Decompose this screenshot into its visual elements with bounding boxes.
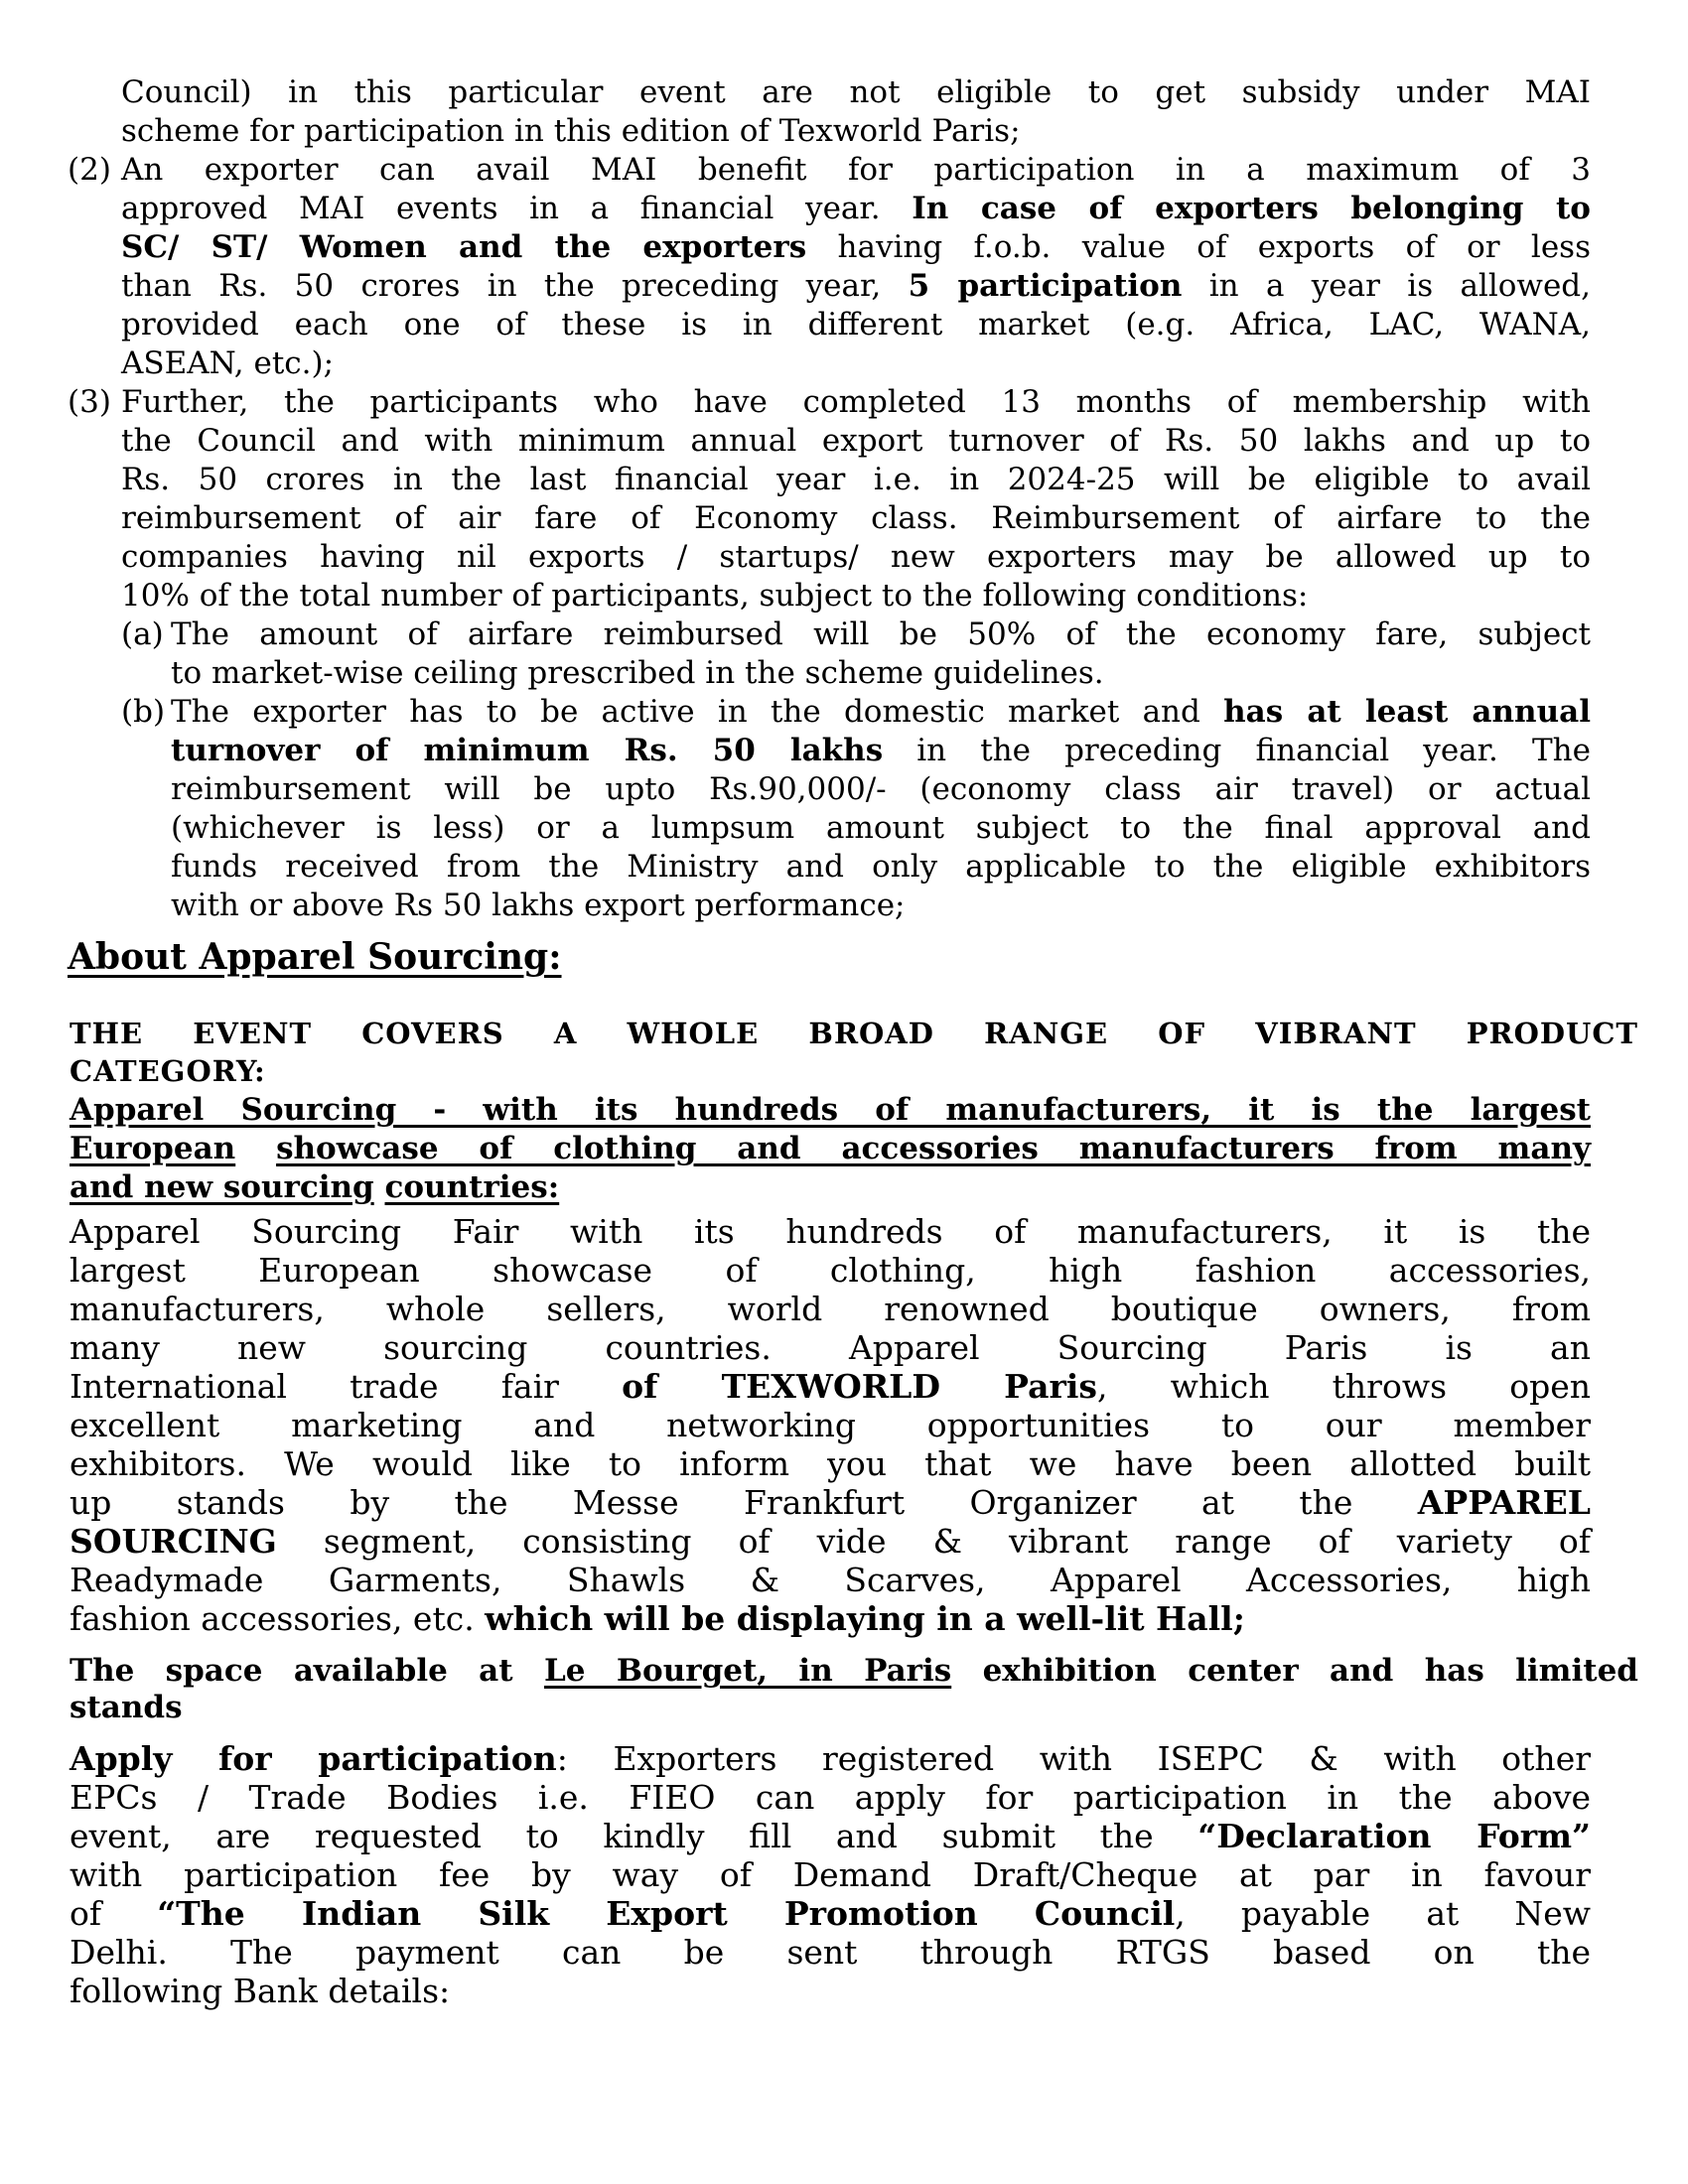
underlined-text: Le Bourget, in Paris — [543, 1653, 952, 1689]
text-line: exhibitors. We would like to inform you that we have been allotted built — [70, 1444, 1591, 1483]
underlined-subheading: Apparel Sourcing - with its hundreds of manufacturers, it is the largest — [70, 1092, 1591, 1128]
section-heading: About Apparel Sourcing: — [68, 936, 562, 978]
underlined-text: and new sourcing — [70, 1169, 374, 1205]
text-line: reimbursement of air fare of Economy class. Reimbursement of airfare to the — [121, 500, 1591, 536]
text-span: , which throws open — [1096, 1367, 1591, 1406]
bold-text: “The Indian Silk Export Promotion Council — [157, 1894, 1176, 1933]
text-line: excellent marketing and networking opportunities to our member — [70, 1406, 1591, 1444]
text-span: in the preceding financial year. The — [883, 733, 1591, 768]
bold-text: 5 participation — [908, 268, 1183, 304]
text-span: event, are requested to kindly fill and submit the — [70, 1817, 1198, 1855]
text-line: reimbursement will be upto Rs.90,000/- (economy class air travel) or actual — [171, 771, 1591, 807]
text-line: The amount of airfare reimbursed will be 50% of the economy fare, subject — [171, 616, 1591, 652]
text-line — [70, 1483, 1591, 1522]
text-line: stands — [70, 1690, 183, 1725]
text-line: Delhi. The payment can be sent through RTGS based on the — [70, 1933, 1591, 1972]
underlined-subheading — [70, 1168, 1591, 1206]
text-line — [70, 1367, 1591, 1406]
text-line: Readymade Garments, Shawls & Scarves, Apparel Accessories, high — [70, 1561, 1591, 1599]
text-line — [70, 1522, 1591, 1561]
bold-text: Apply for participation — [70, 1739, 557, 1778]
bold-text: of TEXWORLD Paris — [622, 1367, 1097, 1406]
underlined-text: showcase of clothing and accessories manufacturers from many — [276, 1131, 1591, 1166]
text-line: Rs. 50 crores in the last financial year i.e. in 2024-25 will be eligible to avail — [121, 462, 1591, 497]
text-line — [70, 1739, 1591, 1778]
text-span: , payable at New — [1175, 1894, 1591, 1933]
bold-text: In case of exporters belonging to — [912, 191, 1591, 226]
text-line: many new sourcing countries. Apparel Sourcing Paris is an — [70, 1328, 1591, 1367]
text-line — [70, 1652, 1638, 1690]
text-line — [70, 1817, 1591, 1855]
text-line: scheme for participation in this edition of Texworld Paris; — [121, 113, 1021, 149]
text-line: with or above Rs 50 lakhs export performance; — [171, 887, 906, 923]
text-span: International trade fair — [70, 1367, 623, 1406]
text-line: to market-wise ceiling prescribed in the scheme guidelines. — [171, 655, 1104, 691]
text-span: The exporter has to be active in the domestic market and — [171, 694, 1224, 730]
bold-text: “Declaration Form” — [1197, 1817, 1592, 1855]
bold-text: which will be displaying in a well-lit Hall; — [485, 1599, 1245, 1638]
underlined-text: European — [70, 1131, 236, 1166]
text-span: in a year is allowed, — [1182, 268, 1591, 304]
caps-heading-line: CATEGORY: — [70, 1054, 266, 1088]
text-line — [121, 190, 1591, 227]
text-line — [171, 693, 1591, 731]
text-line: Council) in this particular event are not eligible to get subsidy under MAI — [121, 74, 1591, 110]
bold-text: SC/ ST/ Women and the exporters — [121, 229, 807, 265]
text-line: funds received from the Ministry and only applicable to the eligible exhibitors — [171, 849, 1591, 885]
text-span: fashion accessories, etc. — [70, 1599, 486, 1638]
text-line: ASEAN, etc.); — [121, 345, 335, 381]
text-span: approved MAI events in a financial year. — [121, 191, 913, 226]
text-line: Apparel Sourcing Fair with its hundreds of manufacturers, it is the — [70, 1212, 1591, 1251]
text-line: An exporter can avail MAI benefit for participation in a maximum of 3 — [121, 152, 1591, 188]
text-line: EPCs / Trade Bodies i.e. FIEO can apply for participation in the above — [70, 1778, 1591, 1817]
underlined-text: countries: — [384, 1169, 560, 1205]
text-span: than Rs. 50 crores in the preceding year, — [121, 268, 909, 304]
bold-text: SOURCING — [70, 1522, 277, 1561]
text-line — [121, 267, 1591, 305]
bold-text: has at least annual — [1223, 694, 1591, 730]
text-span: of — [70, 1894, 158, 1933]
list-marker: (3) — [68, 384, 111, 420]
text-line — [70, 1894, 1591, 1933]
text-line: (whichever is less) or a lumpsum amount subject to the final approval and — [171, 810, 1591, 846]
text-line: the Council and with minimum annual export turnover of Rs. 50 lakhs and up to — [121, 423, 1591, 459]
text-line: manufacturers, whole sellers, world renowned boutique owners, from — [70, 1290, 1591, 1328]
list-marker: (b) — [121, 694, 166, 730]
text-span: segment, consisting of vide & vibrant range of variety of — [276, 1522, 1591, 1561]
text-line: largest European showcase of clothing, high fashion accessories, — [70, 1251, 1591, 1290]
text-line: provided each one of these is in different market (e.g. Africa, LAC, WANA, — [121, 307, 1591, 342]
text-span: : Exporters registered with ISEPC & with other — [556, 1739, 1591, 1778]
text-line: following Bank details: — [70, 1972, 451, 2010]
text-span: having f.o.b. value of exports of or less — [806, 229, 1591, 265]
underlined-subheading — [70, 1130, 1591, 1167]
bold-text: APPAREL — [1417, 1483, 1591, 1522]
text-line — [171, 732, 1591, 769]
text-line — [70, 1599, 1591, 1638]
text-line: with participation fee by way of Demand Draft/Cheque at par in favour — [70, 1855, 1591, 1894]
text-line — [121, 228, 1591, 266]
text-line: Further, the participants who have completed 13 months of membership with — [121, 384, 1591, 420]
list-marker: (2) — [68, 152, 111, 188]
text-line: 10% of the total number of participants, subject to the following conditions: — [121, 578, 1309, 614]
text-span: exhibition center and has limited — [951, 1653, 1638, 1689]
caps-heading-line: THE EVENT COVERS A WHOLE BROAD RANGE OF VIBRANT PRODUCT — [70, 1017, 1638, 1050]
bold-text: turnover of minimum Rs. 50 lakhs — [171, 733, 884, 768]
text-span: up stands by the Messe Frankfurt Organizer at the — [70, 1483, 1418, 1522]
text-line: companies having nil exports / startups/ new exporters may be allowed up to — [121, 539, 1591, 575]
list-marker: (a) — [121, 616, 164, 652]
text-span: The space available at — [70, 1653, 544, 1689]
